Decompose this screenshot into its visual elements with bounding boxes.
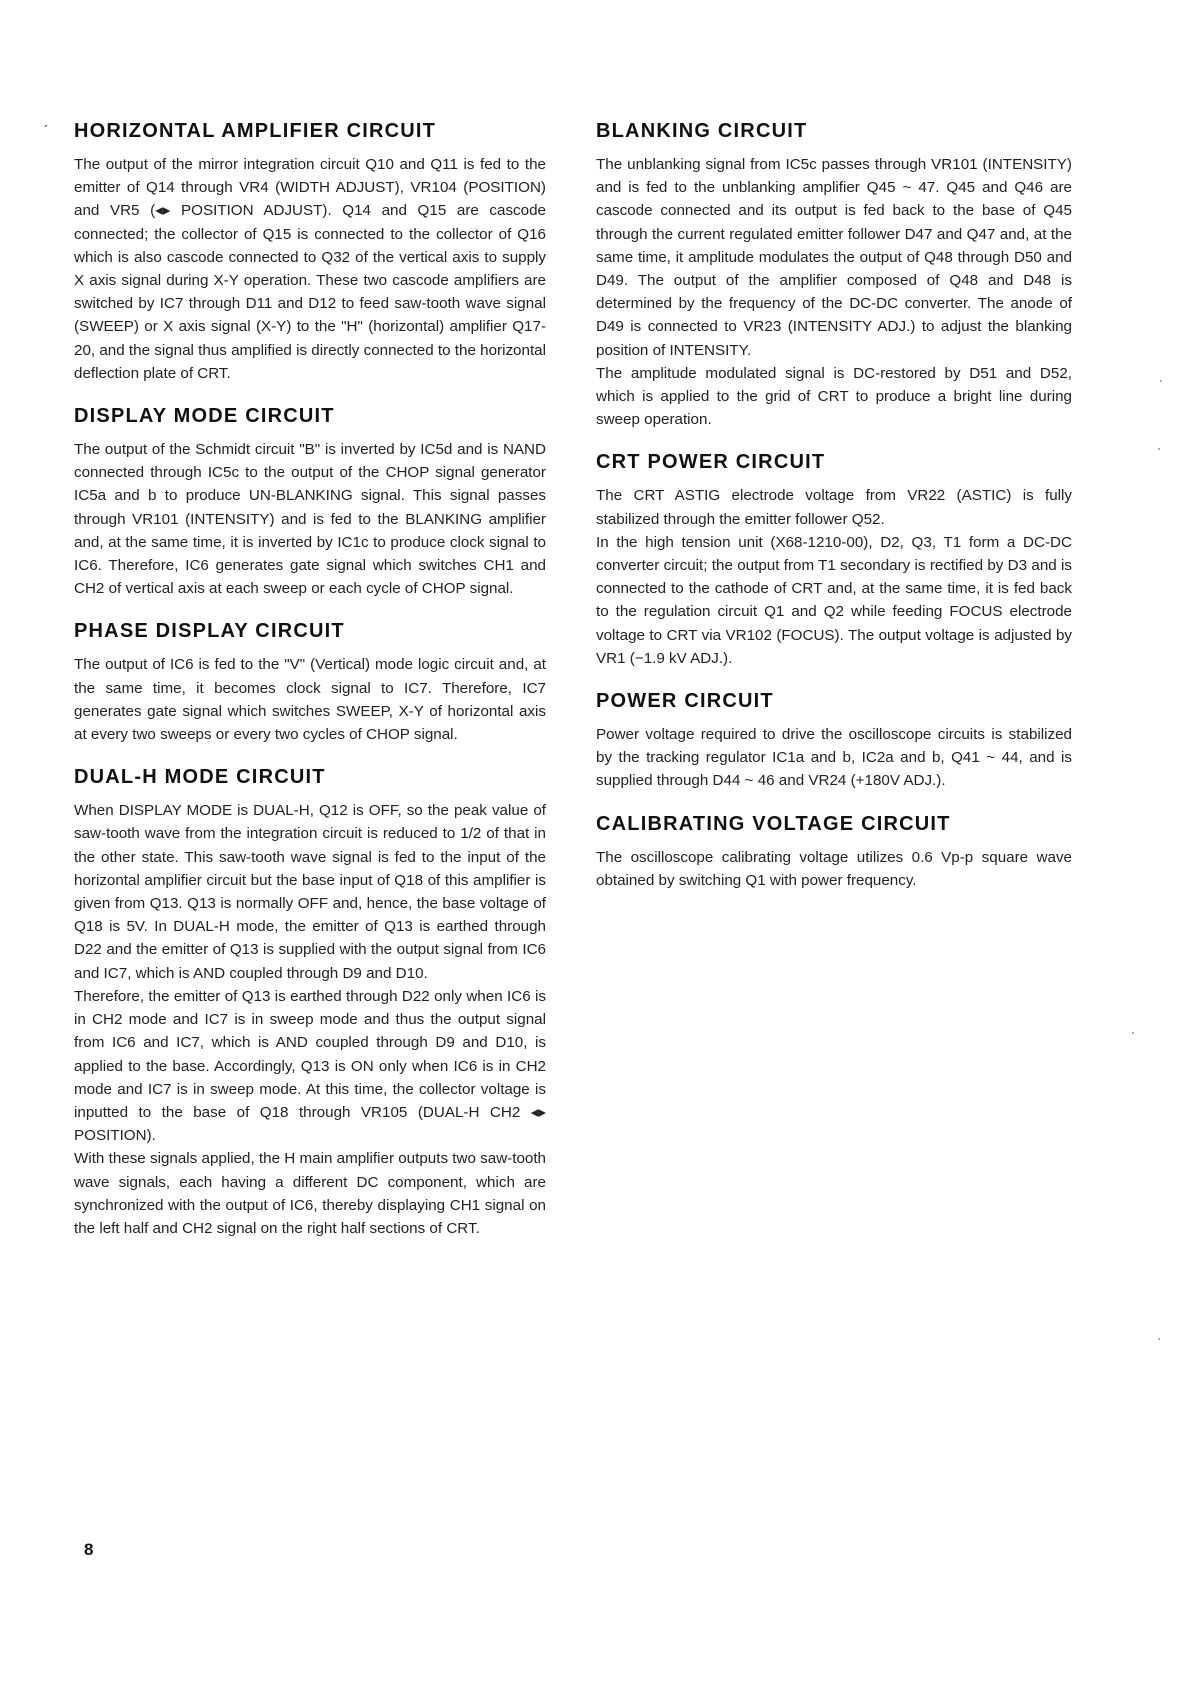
section	[74, 120, 546, 385]
section	[596, 451, 1072, 670]
section-paragraph: The amplitude modulated signal is DC-restored by D51 and D52, which is applied to the grid of CRT to produce a bright line during sweep operation.	[596, 364, 1072, 429]
scan-speck	[1132, 1032, 1134, 1034]
section	[596, 690, 1072, 793]
section-heading: CALIBRATING VOLTAGE CIRCUIT	[596, 812, 951, 835]
section-paragraph: The CRT ASTIG electrode voltage from VR22 (ASTIC) is fully stabilized through the emitter follower Q52.	[596, 487, 1072, 528]
section	[74, 620, 546, 746]
section-paragraph: The oscilloscope calibrating voltage utilizes 0.6 Vp-p square wave obtained by switching Q1 with power frequency.	[596, 848, 1072, 889]
section-heading: HORIZONTAL AMPLIFIER CIRCUIT	[74, 120, 437, 142]
section	[596, 813, 1072, 892]
section-paragraph: The unblanking signal from IC5c passes through VR101 (INTENSITY) and is fed to the unblanking amplifier Q45 ~ 47. Q45 and Q46 are cascode connected and its output is fed back to the base of Q45 through the current regulated emitter follower D47 and Q47 and, at the same time, it amplitude modulates the output of Q48 through D50 and D49. The output of the amplifier composed of Q48 and D48 is determined by the frequency of the DC-DC converter. The anode of D49 is connected to VR23 (INTENSITY ADJ.) to adjust the blanking position of INTENSITY.	[596, 156, 1072, 359]
section-paragraph: Power voltage required to drive the oscilloscope circuits is stabilized by the tracking regulator IC1a and b, IC2a and b, Q41 ~ 44, and is supplied through D44 ~ 46 and VR24 (+180V ADJ.).	[596, 726, 1072, 790]
section-paragraph: The output of the mirror integration circuit Q10 and Q11 is fed to the emitter of Q14 through VR4 (WIDTH ADJUST), VR104 (POSITION) and VR5 (◂▸ POSITION ADJUST). Q14 and Q15 are cascode connected; the collector of Q15 is connected to the collector of Q16 which is also cascode connected to Q32 of the vertical axis to supply X axis signal during X-Y operation. These two cascode amplifiers are switched by IC7 through D11 and D12 to feed saw-tooth wave signal (SWEEP) or X axis signal (X-Y) to the "H" (horizontal) amplifier Q17-20, and the signal thus amplified is directly connected to the horizontal deflection plate of CRT.	[74, 156, 546, 382]
left-column	[74, 120, 546, 1260]
section-heading: PHASE DISPLAY CIRCUIT	[74, 620, 345, 643]
section-paragraph: Therefore, the emitter of Q13 is earthed through D22 only when IC6 is in CH2 mode and IC7 is in sweep mode and thus the output signal from IC6 and IC7, which is AND coupled through D9 and D10, is applied to the base. Accordingly, Q13 is ON only when IC6 is in CH2 mode and IC7 is in sweep mode. At this time, the collector voltage is inputted to the base of Q18 through VR105 (DUAL-H CH2 ◂▸ POSITION).	[74, 987, 546, 1145]
right-column	[596, 120, 1072, 912]
section-heading: DISPLAY MODE CIRCUIT	[74, 405, 335, 428]
scan-speck	[1160, 380, 1162, 382]
page-number: 8	[84, 1540, 94, 1559]
scan-tick-mark: ´	[44, 122, 49, 138]
section-paragraph: When DISPLAY MODE is DUAL-H, Q12 is OFF, so the peak value of saw-tooth wave from the integration circuit is reduced to 1/2 of that in the other state. This saw-tooth wave signal is fed to the input of the horizontal amplifier circuit but the base input of Q18 of this amplifier is given from Q13. Q13 is normally OFF and, hence, the base voltage of Q18 is 5V. In DUAL-H mode, the emitter of Q13 is earthed through D22 and the emitter of Q13 is supplied with the output signal from IC6 and IC7, which is AND coupled through D9 and D10.	[74, 802, 546, 982]
section-heading: BLANKING CIRCUIT	[596, 120, 808, 142]
section	[74, 766, 546, 1240]
section-heading: DUAL-H MODE CIRCUIT	[74, 766, 326, 789]
scan-speck	[1158, 1338, 1160, 1340]
scan-speck	[1158, 448, 1160, 450]
section-paragraph: The output of the Schmidt circuit "B" is inverted by IC5d and is NAND connected through IC5c to the output of the CHOP signal generator IC5a and b to produce UN-BLANKING signal. This signal passes through VR101 (INTENSITY) and is fed to the BLANKING amplifier and, at the same time, it is inverted by IC1c to produce clock signal to IC6. Therefore, IC6 generates gate signal which switches CH1 and CH2 of vertical axis at each sweep or each cycle of CHOP signal.	[74, 441, 546, 598]
section-heading: CRT POWER CIRCUIT	[596, 451, 826, 474]
section	[596, 120, 1072, 431]
section-heading: POWER CIRCUIT	[596, 690, 774, 713]
section-paragraph: The output of IC6 is fed to the "V" (Vertical) mode logic circuit and, at the same time, it becomes clock signal to IC7. Therefore, IC7 generates gate signal which switches SWEEP, X-Y of horizontal axis at every two sweeps or every two cycles of CHOP signal.	[74, 656, 546, 744]
section	[74, 405, 546, 600]
section-paragraph: In the high tension unit (X68-1210-00), D2, Q3, T1 form a DC-DC converter circuit; the output from T1 secondary is rectified by D3 and is connected to the cathode of CRT and, at the same time, it is fed back to the regulation circuit Q1 and Q2 while feeding FOCUS electrode voltage to CRT via VR102 (FOCUS). The output voltage is adjusted by VR1 (−1.9 kV ADJ.).	[596, 533, 1072, 667]
section-paragraph: With these signals applied, the H main amplifier outputs two saw-tooth wave signals, each having a different DC component, which are synchronized with the output of IC6, thereby displaying CH1 signal on the left half and CH2 signal on the right half sections of CRT.	[74, 1150, 546, 1237]
